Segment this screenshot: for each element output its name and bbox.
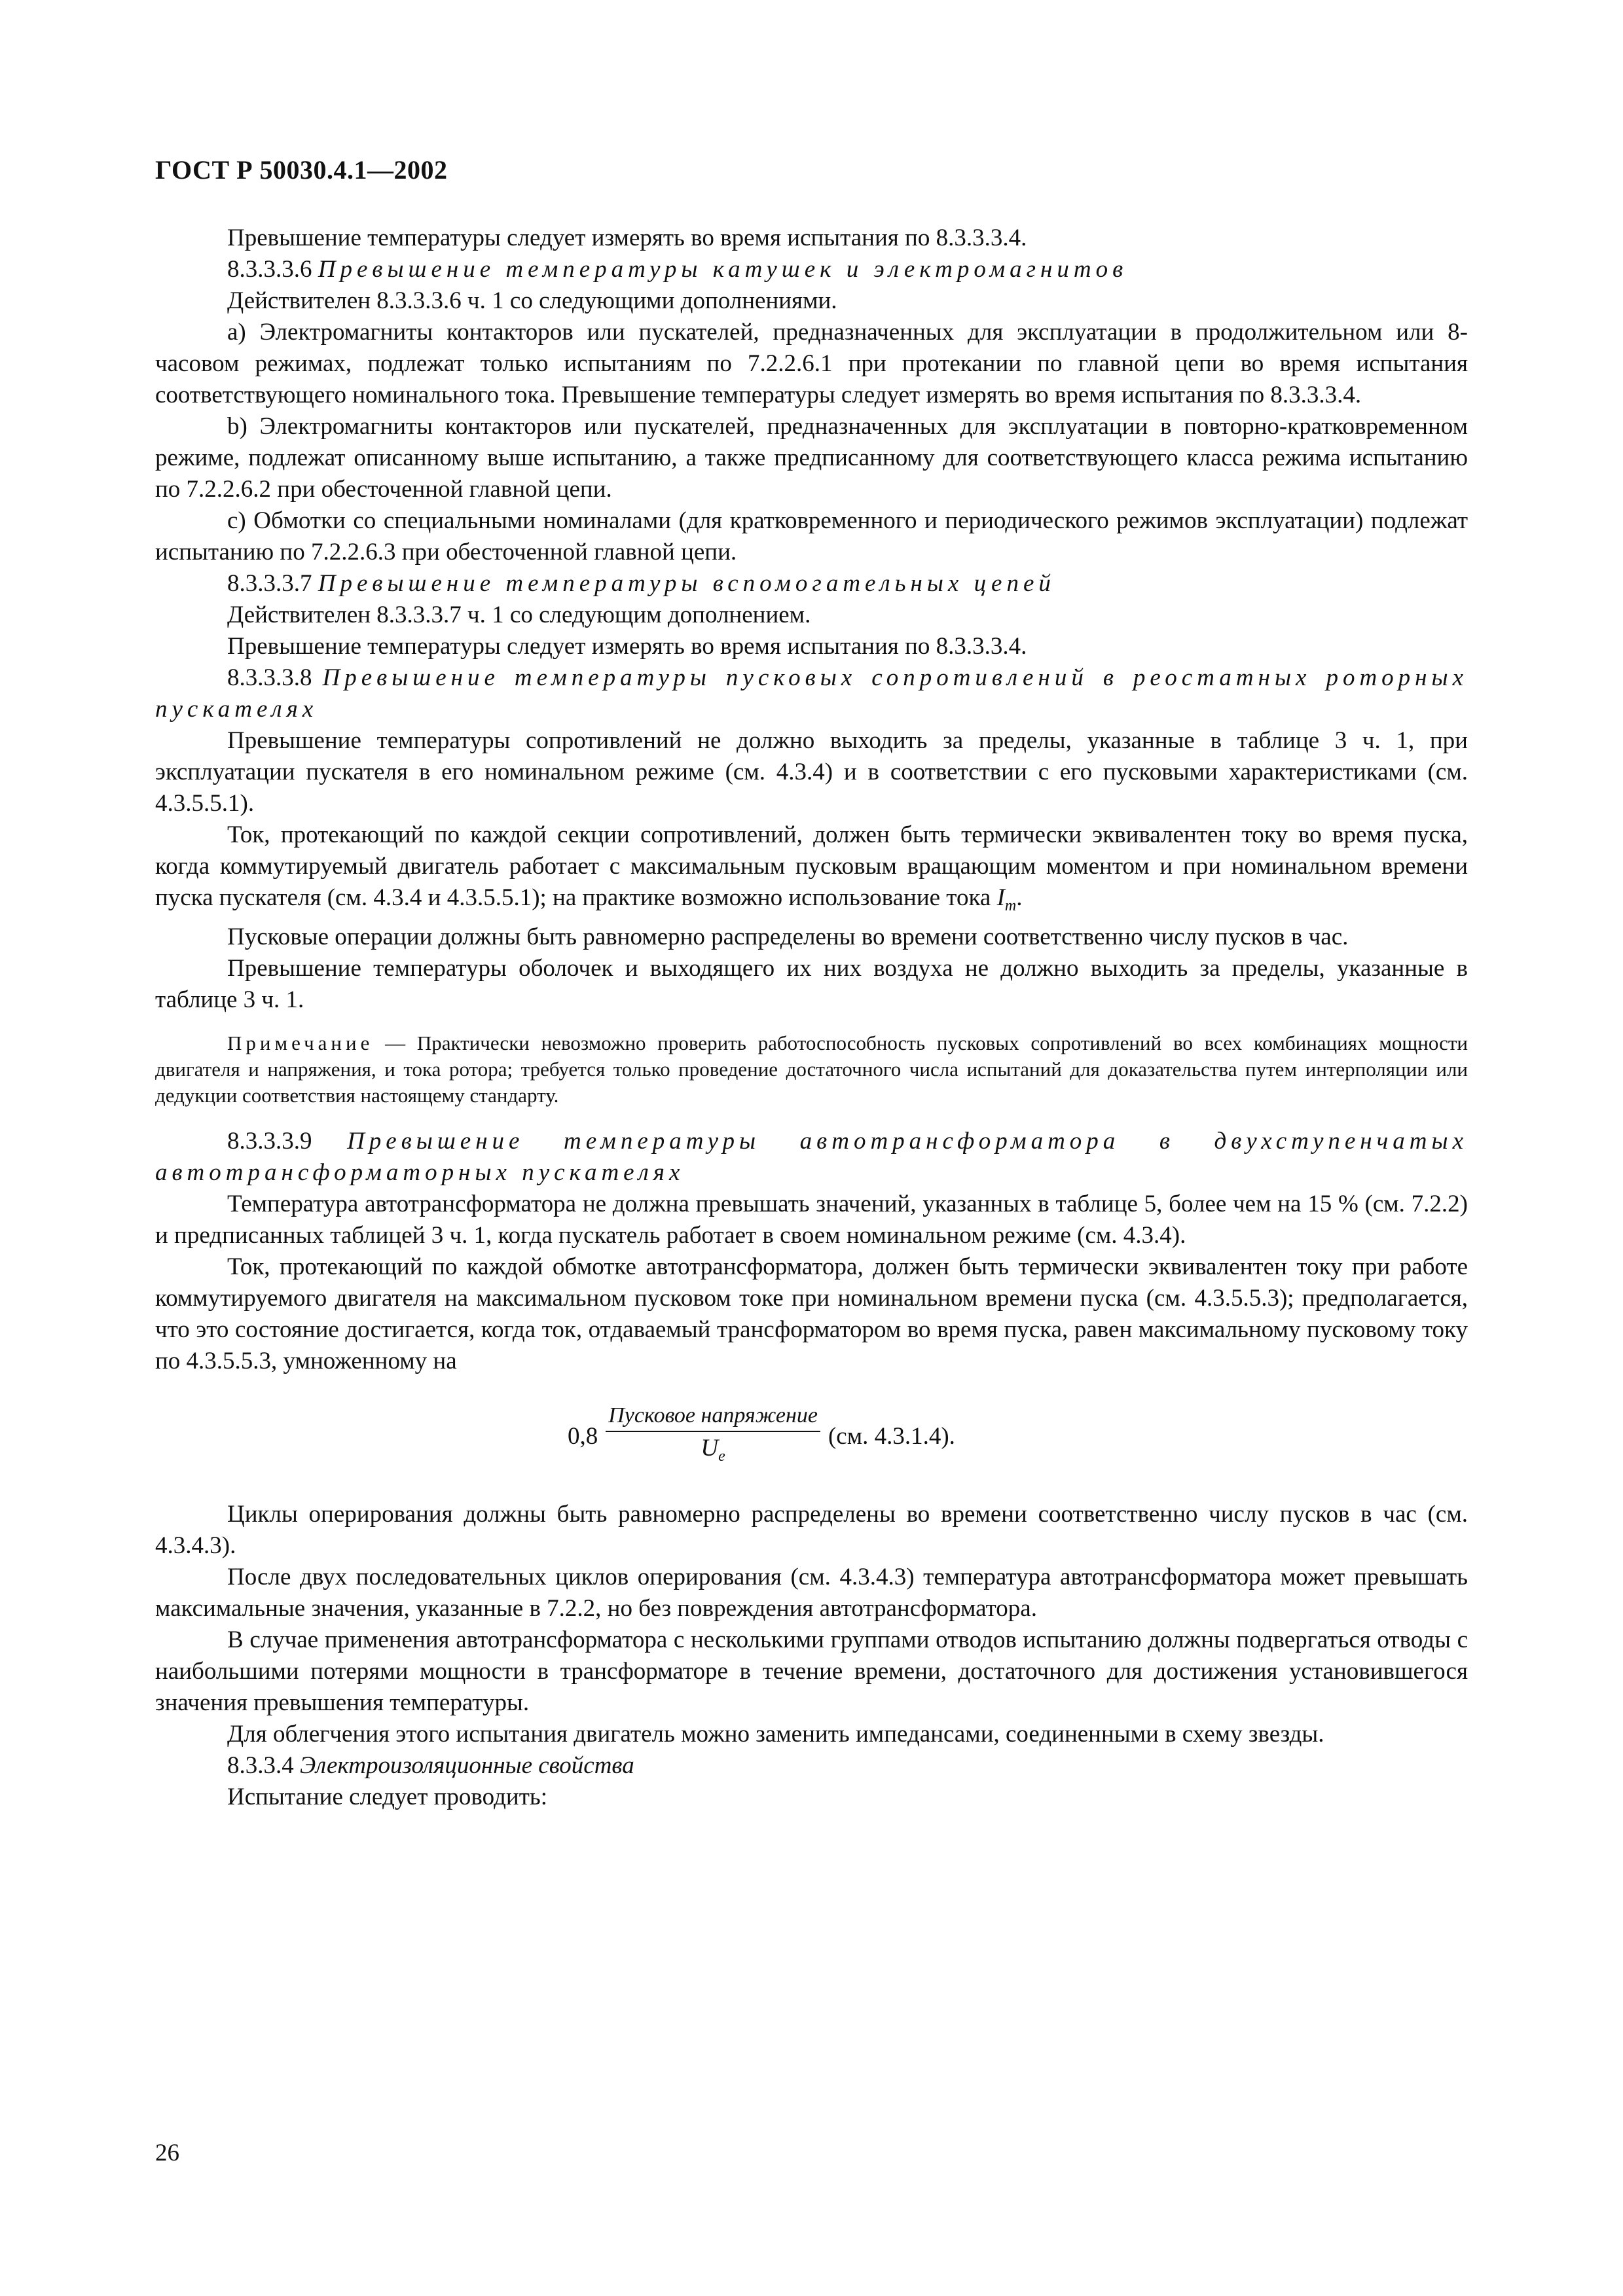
clause-number: 8.3.3.3.8 [227,664,323,691]
paragraph: После двух последовательных циклов оперирования (см. 4.3.4.3) температура автотрансформатора может превышать максимальные значения, указанные в 7.2.2, но без повреждения автотрансформатора. [155,1564,1468,1622]
document-header: ГОСТ Р 50030.4.1—2002 [155,155,448,185]
paragraph [155,819,1468,922]
formula-den-sub: e [718,1448,725,1465]
paragraph: Превышение температуры следует измерять во время испытания по 8.3.3.3.4. [227,633,1027,660]
paragraph: Испытание следует проводить: [227,1784,548,1810]
paragraph: Действителен 8.3.3.3.6 ч. 1 со следующими дополнениями. [227,287,837,314]
clause-heading [155,1750,1468,1782]
formula [155,1401,1468,1473]
note-label: Примечание [227,1031,374,1054]
clause-heading [155,662,1468,725]
clause-title: Превышение температуры автотрансформатора в двухступенчатых автотрансформаторных пускателях [155,1128,1468,1186]
paragraph-end: . [1016,884,1023,911]
formula-numerator: Пусковое напряжение [606,1401,820,1432]
paragraph: В случае применения автотрансформатора с несколькими группами отводов испытанию должны подвергаться отводы с наибольшими потерями мощности в трансформаторе в течение времени, достаточного для достижения установившегося значения превышения температуры. [155,1626,1468,1716]
paragraph: Превышение температуры следует измерять во время испытания по 8.3.3.3.4. [227,224,1027,251]
paragraph: Превышение температуры оболочек и выходящего их них воздуха не должно выходить за пределы, указанные в таблице 3 ч. 1. [155,955,1468,1013]
document-body [155,223,1468,1813]
paragraph: Для облегчения этого испытания двигатель можно заменить импедансами, соединенными в схему звезды. [227,1721,1324,1748]
formula-fraction [606,1401,820,1473]
formula-denominator [701,1432,725,1473]
list-item: а) Электромагниты контакторов или пускателей, предназначенных для эксплуатации в продолжительном или 8-часовом режимах, подлежат только испытаниям по 7.2.2.6.1 при протекании по главной цепи во время испытания соответствующего номинального тока. Превышение температуры следует измерять во время испытания по 8.3.3.3.4. [155,319,1468,408]
clause-title: Превышение температуры катушек и электромагнитов [318,256,1128,283]
formula-coefficient: 0,8 [568,1423,598,1450]
clause-number: 8.3.3.3.6 [227,256,318,283]
paragraph: Действителен 8.3.3.3.7 ч. 1 со следующим дополнением. [227,601,811,628]
clause-number: 8.3.3.3.9 [227,1128,348,1155]
paragraph: Превышение температуры сопротивлений не должно выходить за пределы, указанные в таблице 3 ч. 1, при эксплуатации пускателя в его номинальном режиме (см. 4.3.4) и в соответствии с его пусковыми характеристиками (см. 4.3.5.5.1). [155,727,1468,817]
paragraph: Температура автотрансформатора не должна превышать значений, указанных в таблице 5, более чем на 15 % (см. 7.2.2) и предписанных таблицей 3 ч. 1, когда пускатель работает в своем номинальном режиме (см. 4.3.4). [155,1191,1468,1249]
note-text: — Практически невозможно проверить работоспособность пусковых сопротивлений во всех комбинациях мощности двигателя и напряжения, и тока ротора; требуется только проведение достаточного числа испытаний для доказательства путем интерполяции или дедукции соответствия настоящему стандарту. [155,1031,1468,1107]
current-symbol: I [996,884,1005,911]
formula-reference: (см. 4.3.1.4). [828,1423,955,1450]
current-subscript: m [1004,897,1017,914]
clause-heading [155,1126,1468,1189]
paragraph-text: Ток, протекающий по каждой секции сопротивлений, должен быть термически эквивалентен току во время пуска, когда коммутируемый двигатель работает с максимальным пусковым вращающим моментом и при номинальном времени пуска пускателя (см. 4.3.4 и 4.3.5.5.1); на практике возможно использование тока [155,821,1468,911]
list-item: b) Электромагниты контакторов или пускателей, предназначенных для эксплуатации в повторно-кратковременном режиме, подлежат описанному выше испытанию, а также предписанному для соответствующего класса режима испытанию по 7.2.2.6.2 при обесточенной главной цепи. [155,413,1468,503]
clause-title: Превышение температуры вспомогательных цепей [318,570,1055,597]
clause-title: Электроизоляционные свойства [300,1752,634,1779]
paragraph: Циклы оперирования должны быть равномерно распределены во времени соответственно числу пусков в час (см. 4.3.4.3). [155,1501,1468,1559]
paragraph: Ток, протекающий по каждой обмотке автотрансформатора, должен быть термически эквивалентен току при работе коммутируемого двигателя на максимальном пусковом токе при номинальном времени пуска (см. 4.3.5.5.3); предполагается, что это состояние достигается, когда ток, отдаваемый трансформатором во время пуска, равен максимальному пусковому току по 4.3.5.5.3, умноженному на [155,1253,1468,1374]
formula-den-var: U [701,1435,719,1462]
clause-title: Превышение температуры пусковых сопротивлений в реостатных роторных пускателях [155,664,1468,723]
note [155,1030,1468,1109]
clause-number: 8.3.3.3.7 [227,570,318,597]
clause-number: 8.3.3.4 [227,1752,300,1779]
clause-heading [155,568,1468,600]
list-item: с) Обмотки со специальными номиналами (для кратковременного и периодического режимов эксплуатации) подлежат испытанию по 7.2.2.6.3 при обесточенной главной цепи. [155,507,1468,565]
clause-heading [155,254,1468,285]
page-number: 26 [155,2140,179,2166]
paragraph: Пусковые операции должны быть равномерно распределены во времени соответственно числу пусков в час. [227,924,1349,950]
